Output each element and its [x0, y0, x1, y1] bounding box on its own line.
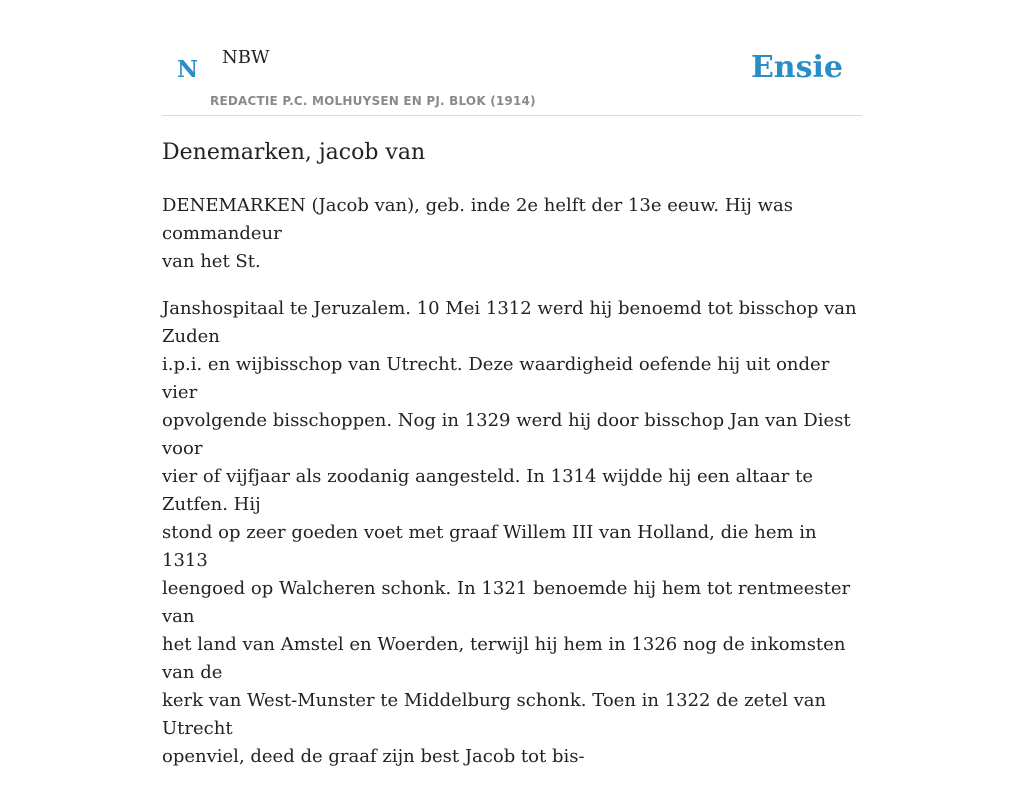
- header: [162, 0, 862, 116]
- brand-logo-link[interactable]: Ensie: [750, 50, 843, 85]
- article-body: [162, 192, 862, 790]
- article-paragraph: Janshospitaal te Jeruzalem. 10 Mei 1312 werd hij benoemd tot bisschop van Zuden i.p.i. en wijbisschop van Utrecht. Deze waardigheid oefende hij uit onder vier opvolgende bisschoppen. Nog in 1329 werd hij door bisschop Jan van Diest voor vier of vijfjaar als zoodanig aangesteld. In 1314 wijdde hij een altaar te Zutfen. Hij stond op zeer goeden voet met graaf Willem III van Holland, die hem in 1313 leengoed op Walcheren schonk. In 1321 benoemde hij hem tot rentmeester van het land van Amstel en Woerden, terwijl hij hem in 1326 nog de inkomsten van de kerk van West-Munster te Middelburg schonk. Toen in 1322 de zetel van Utrecht openviel, deed de graaf zijn best Jacob tot bis-: [162, 298, 857, 767]
- article-title: Denemarken, jacob van: [162, 140, 426, 165]
- book-editors: REDACTIE P.C. MOLHUYSEN EN PJ. BLOK (1914): [210, 94, 536, 108]
- article-paragraph: DENEMARKEN (Jacob van), geb. inde 2e helft der 13e eeuw. Hij was commandeur van het St.: [162, 195, 793, 272]
- book-letter: N: [177, 56, 199, 83]
- book-title: NBW: [222, 47, 270, 68]
